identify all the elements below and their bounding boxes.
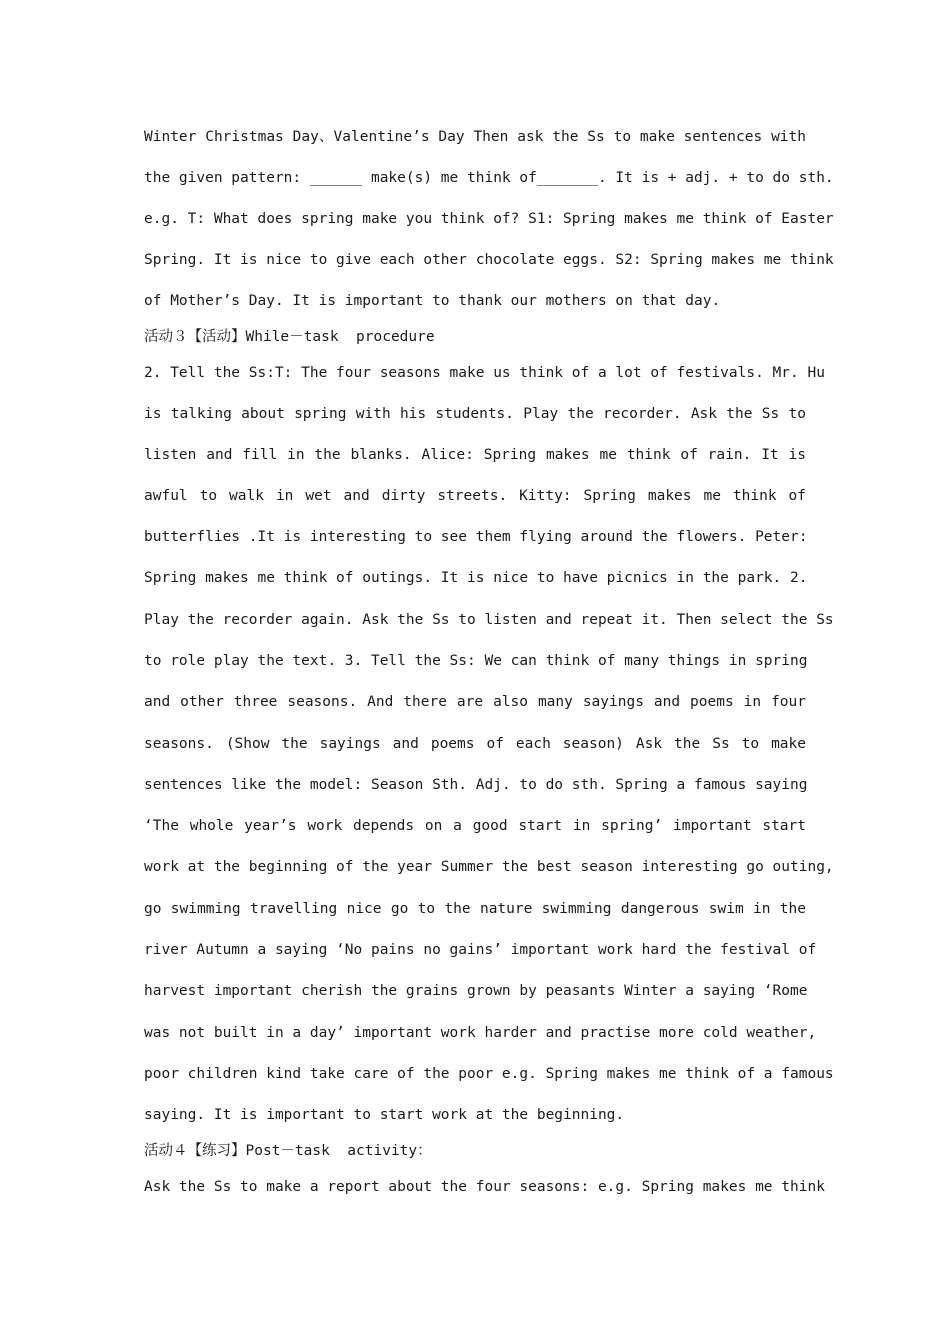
paragraph-2-line-11: sentences like the model: Season Sth. Adj. to do sth. Spring a famous saying	[144, 777, 808, 793]
paragraph-2-line-9: and other three seasons. And there are also many sayings and poems in four	[144, 694, 806, 710]
paragraph-2-line-16: harvest important cherish the grains grown by peasants Winter a saying ‘Rome	[144, 983, 808, 999]
paragraph-1-line-5: of Mother’s Day. It is important to thank our mothers on that day.	[144, 293, 721, 309]
paragraph-2-line-19: saying. It is important to start work at the beginning.	[144, 1107, 625, 1123]
paragraph-2-line-13: work at the beginning of the year Summer the best season interesting go outing,	[144, 859, 834, 875]
paragraph-2-line-2: is talking about spring with his students. Play the recorder. Ask the Ss to	[144, 406, 806, 422]
paragraph-2-line-18: poor children kind take care of the poor e.g. Spring makes me think of a famous	[144, 1066, 834, 1082]
paragraph-2-line-10: seasons. (Show the sayings and poems of each season) Ask the Ss to make	[144, 736, 806, 752]
activity-3-heading: 活动３【活动】While－task procedure	[144, 329, 435, 345]
paragraph-2-line-12: ‘The whole year’s work depends on a good start in spring’ important start	[144, 818, 806, 834]
paragraph-2-line-17: was not built in a day’ important work harder and practise more cold weather,	[144, 1025, 817, 1041]
paragraph-3-line-1: Ask the Ss to make a report about the four seasons: e.g. Spring makes me think	[144, 1179, 825, 1195]
paragraph-2-line-8: to role play the text. 3. Tell the Ss: We can think of many things in spring	[144, 653, 808, 669]
paragraph-2-line-4: awful to walk in wet and dirty streets. Kitty: Spring makes me think of	[144, 488, 806, 504]
paragraph-2-line-15: river Autumn a saying ‘No pains no gains’ important work hard the festival of	[144, 942, 817, 958]
paragraph-1-line-4: Spring. It is nice to give each other chocolate eggs. S2: Spring makes me think	[144, 252, 834, 268]
paragraph-2-line-7: Play the recorder again. Ask the Ss to listen and repeat it. Then select the Ss	[144, 612, 834, 628]
activity-4-heading: 活动４【练习】Post－task activity：	[144, 1143, 432, 1159]
paragraph-2-line-5: butterflies .It is interesting to see them flying around the flowers. Peter:	[144, 529, 808, 545]
paragraph-1-line-2: the given pattern: ______ make(s) me think of_______. It is + adj. + to do sth.	[144, 170, 834, 186]
paragraph-1-line-1: Winter Christmas Day、Valentine’s Day Then ask the Ss to make sentences with	[144, 129, 806, 145]
paragraph-2-line-6: Spring makes me think of outings. It is nice to have picnics in the park. 2.	[144, 570, 808, 586]
paragraph-2-line-3: listen and fill in the blanks. Alice: Spring makes me think of rain. It is	[144, 447, 806, 463]
paragraph-1-line-3: e.g. T: What does spring make you think of? S1: Spring makes me think of Easter	[144, 211, 834, 227]
paragraph-2-line-1: 2. Tell the Ss:T: The four seasons make us think of a lot of festivals. Mr. Hu	[144, 365, 825, 381]
paragraph-2-line-14: go swimming travelling nice go to the nature swimming dangerous swim in the	[144, 901, 806, 917]
